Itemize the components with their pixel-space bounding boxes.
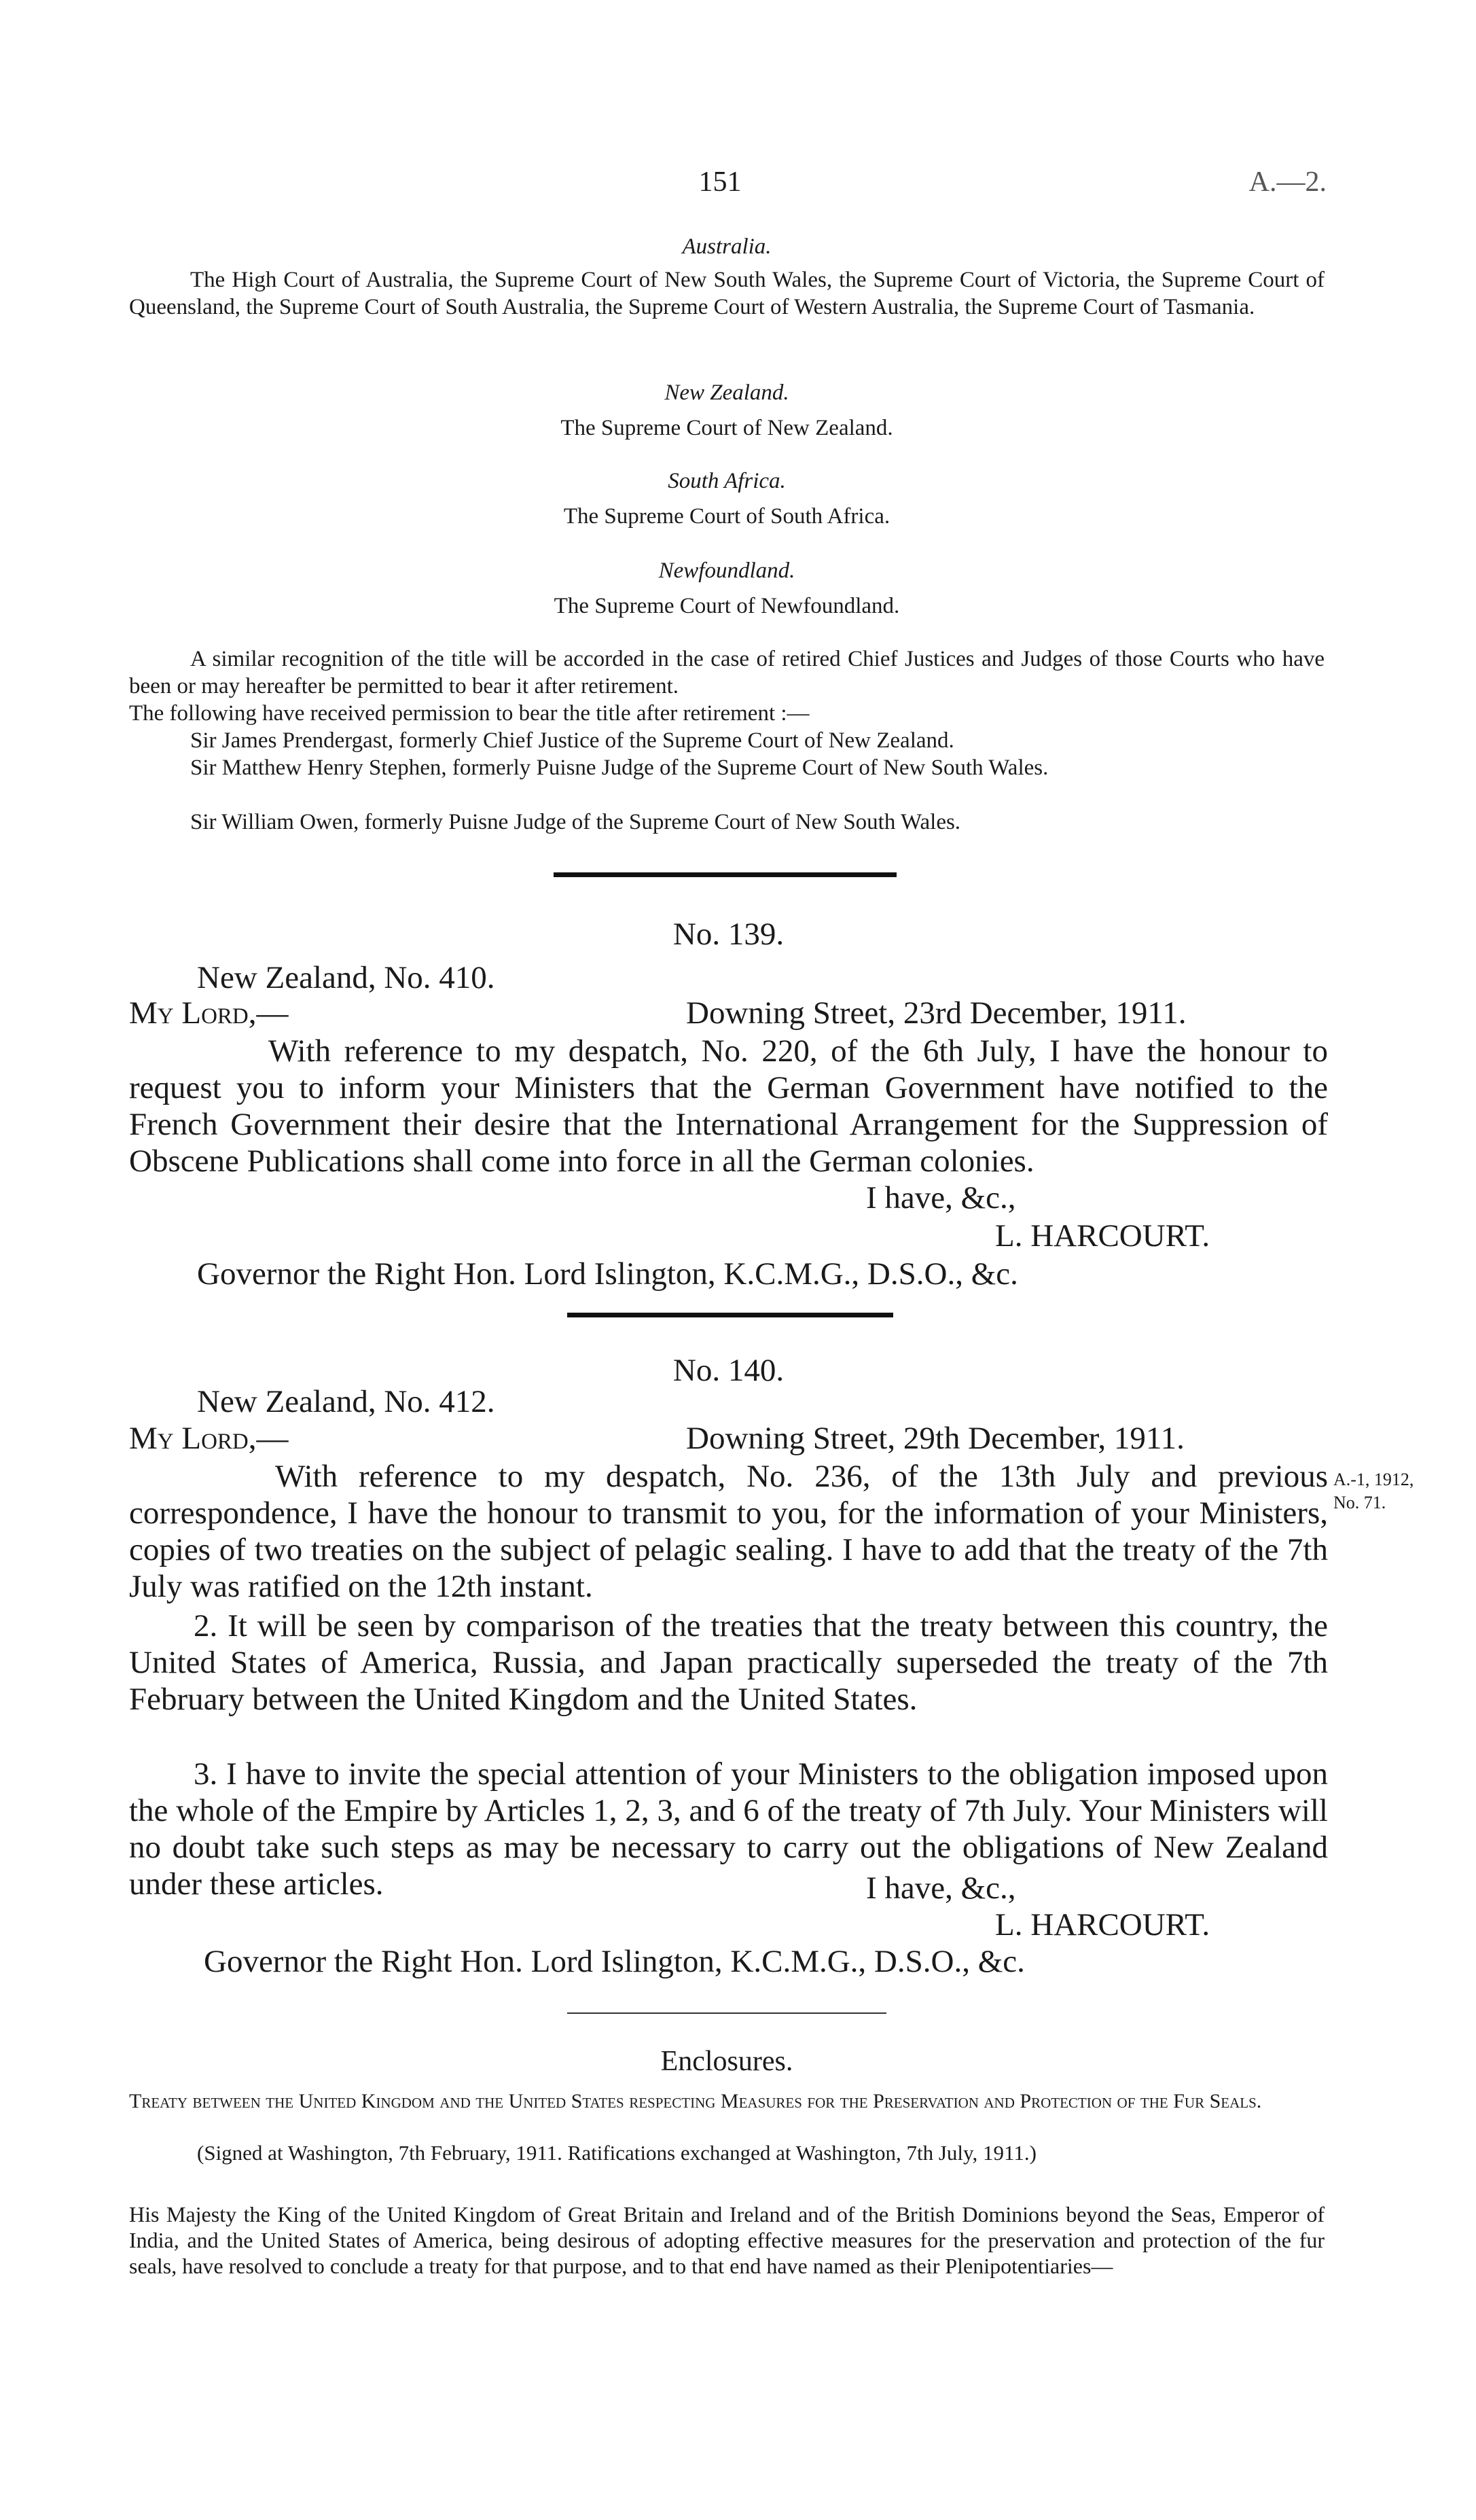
closing: I have, &c., [866, 1180, 1016, 1215]
heading-newfoundland: Newfoundland. [658, 558, 795, 583]
courts-newfoundland-text: The Supreme Court of Newfoundland. [554, 594, 900, 618]
despatch-paragraph: 2. It will be seen by comparison of the treaties that the treaty between this country, the United States of America, Russia, and Japan practically superseded the treaty of the 7th February between the United Kingdom and the United States. [129, 1608, 1328, 1717]
retired-name: Sir Matthew Henry Stephen, formerly Puisne Judge of the Supreme Court of New South Wales. [190, 756, 1049, 780]
signature: L. HARCOURT. [995, 1218, 1210, 1254]
heading-australia: Australia. [682, 234, 772, 259]
section-divider [554, 872, 897, 877]
retired-paragraph: A similar recognition of the title will be accorded in the case of retired Chief Justices and Judges of those Courts who have been or may hereafter be permitted to bear it after retirement. [129, 647, 1325, 698]
treaty-title: Treaty between the United Kingdom and the United States respecting Measures for the Preservation and Protection of the Fur Seals. [129, 2090, 1262, 2112]
retired-name: Sir William Owen, formerly Puisne Judge of the Supreme Court of New South Wales. [190, 810, 961, 834]
section-divider [567, 1313, 893, 1317]
despatch-ref: New Zealand, No. 410. [197, 960, 495, 995]
heading-south-africa: South Africa. [668, 469, 786, 493]
enclosures-heading: Enclosures. [660, 2046, 793, 2077]
treaty-preamble: His Majesty the King of the United Kingdom of Great Britain and Ireland and of the British Dominions beyond the Seas, Emperor of India, and the United States of America, being desirous of adopting effective measures for the preservation and protection of the fur seals, have resolved to conclude a treaty for that purpose, and to that end have named as their Plenipotentiaries— [129, 2202, 1325, 2278]
despatch-address: Downing Street, 23rd December, 1911. [686, 995, 1187, 1031]
courts-australia-text: The High Court of Australia, the Supreme Court of New South Wales, the Supreme Court of Victoria, the Supreme Court of Queensland, the Supreme Court of South Australia, the Supreme Court of Western Australia, the Supreme Court of Tasmania. [129, 268, 1325, 319]
page-number: 151 [698, 166, 742, 198]
salutation: My Lord,— [129, 995, 289, 1031]
signature: L. HARCOURT. [995, 1907, 1210, 1942]
addressee: Governor the Right Hon. Lord Islington, K.C.M.G., D.S.O., &c. [197, 1256, 1018, 1292]
closing: I have, &c., [866, 1870, 1016, 1906]
despatch-ref: New Zealand, No. 412. [197, 1384, 495, 1419]
page-reference: A.—2. [1248, 166, 1327, 198]
retired-intro: The following have received permission to bear the title after retirement :— [129, 701, 810, 726]
retired-name: Sir James Prendergast, formerly Chief Justice of the Supreme Court of New Zealand. [190, 728, 954, 753]
heading-new-zealand: New Zealand. [664, 380, 789, 405]
courts-south-africa-text: The Supreme Court of South Africa. [563, 504, 890, 529]
despatch-number: No. 139. [672, 917, 785, 952]
despatch-address: Downing Street, 29th December, 1911. [686, 1421, 1185, 1456]
treaty-subtitle: (Signed at Washington, 7th February, 1911. Ratifications exchanged at Washington, 7th July, 1911.) [197, 2141, 1037, 2165]
section-divider [567, 2012, 886, 2014]
margin-note: A.-1, 1912, [1333, 1470, 1414, 1489]
courts-new-zealand-text: The Supreme Court of New Zealand. [560, 416, 893, 440]
margin-note: No. 71. [1333, 1493, 1386, 1512]
salutation: My Lord,— [129, 1421, 289, 1456]
despatch-paragraph: 3. I have to invite the special attention of your Ministers to the obligation imposed upon the whole of the Empire by Articles 1, 2, 3, and 6 of the treaty of 7th July. Your Ministers will no doubt take such steps as may be necessary to carry out the obligations of New Zealand under these articles. [129, 1756, 1328, 1902]
despatch-paragraph: With reference to my despatch, No. 236, of the 13th July and previous correspondence, I have the honour to transmit to you, for the information of your Ministers, copies of two treaties on the subject of pelagic sealing. I have to add that the treaty of the 7th July was ratified on the 12th instant. [129, 1459, 1328, 1604]
despatch-body: With reference to my despatch, No. 220, of the 6th July, I have the honour to request you to inform your Ministers that the German Government have notified to the French Government their desire that the International Arrangement for the Suppression of Obscene Publications shall come into force in all the German colonies. [129, 1033, 1328, 1179]
addressee: Governor the Right Hon. Lord Islington, K.C.M.G., D.S.O., &c. [204, 1944, 1025, 1979]
despatch-number: No. 140. [672, 1353, 785, 1388]
